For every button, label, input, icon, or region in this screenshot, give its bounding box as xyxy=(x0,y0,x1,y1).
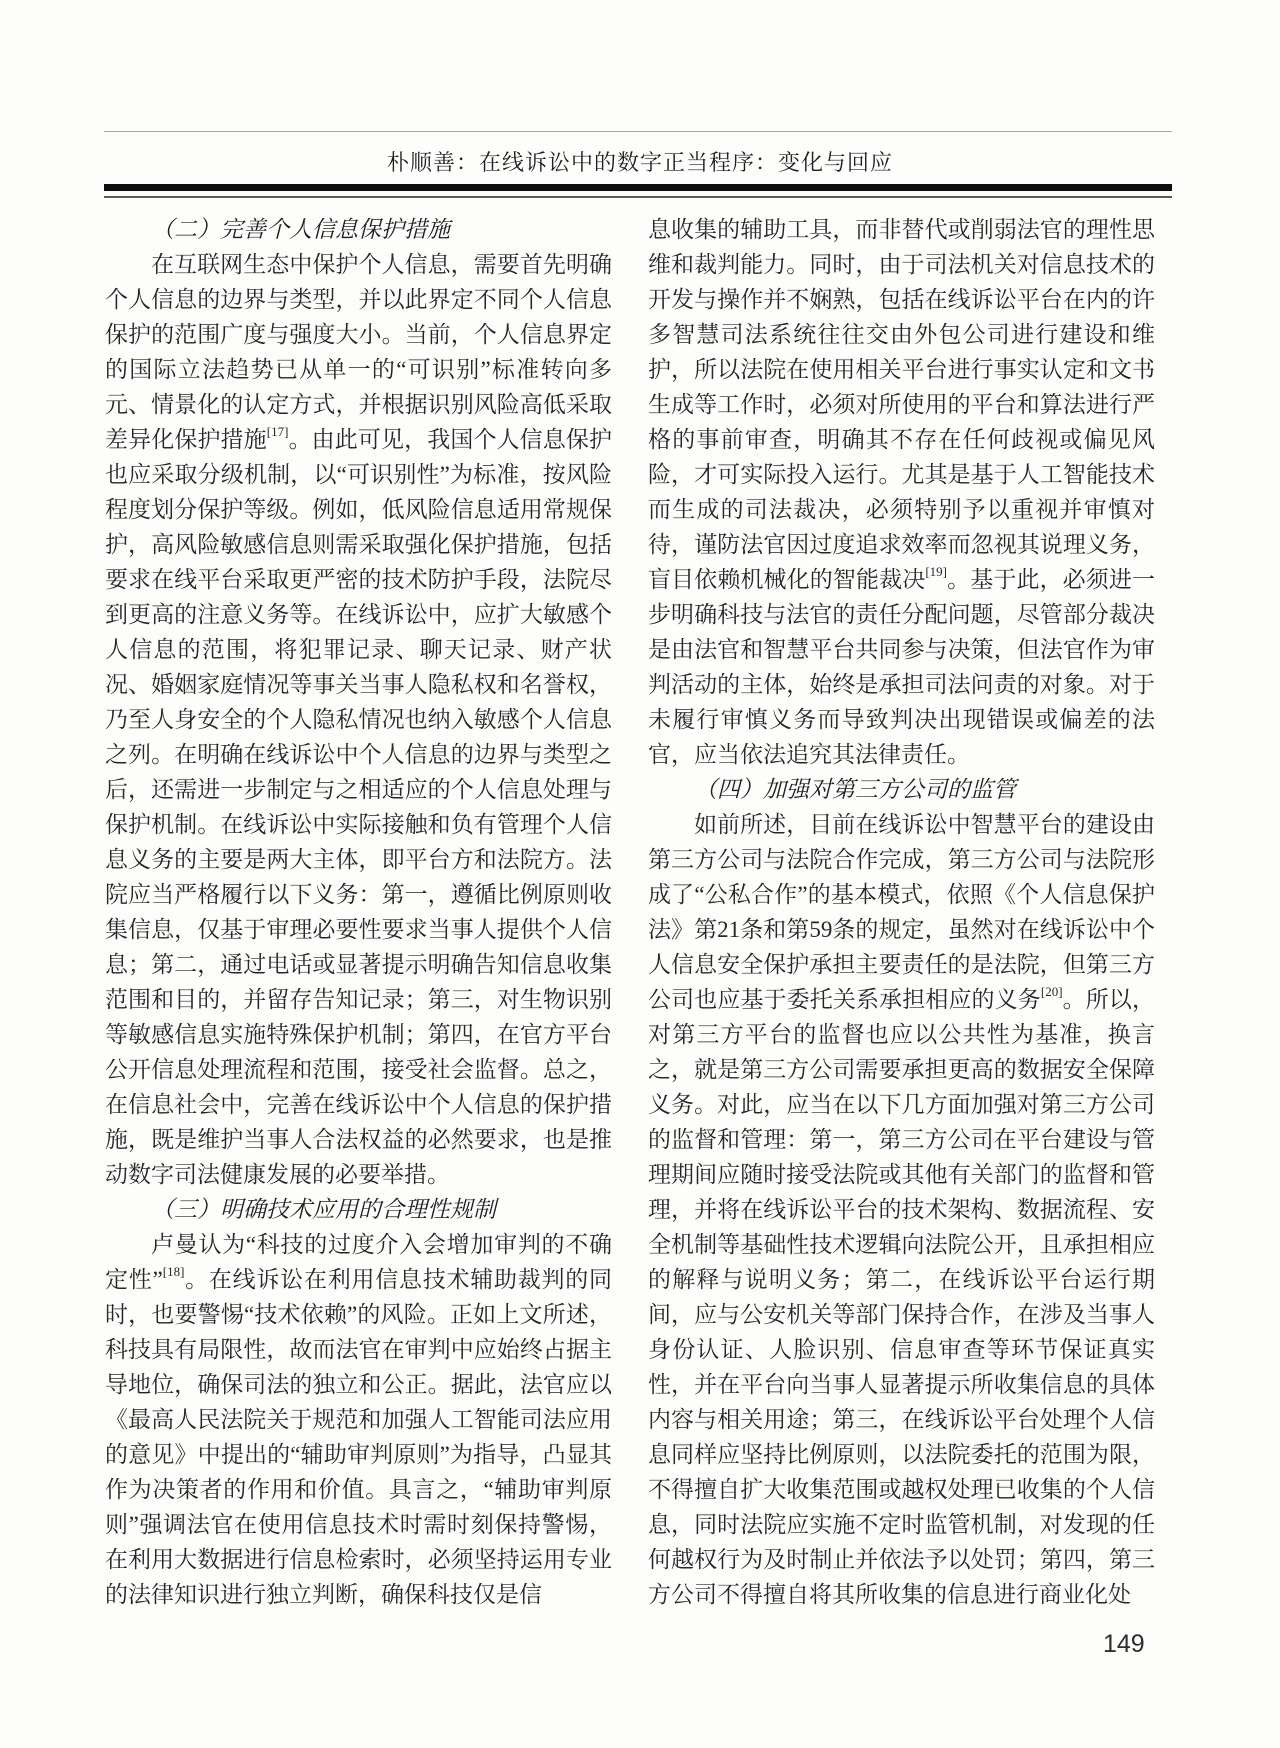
text-columns xyxy=(105,212,1155,1612)
paragraph-third-party-supervision xyxy=(648,807,1155,1612)
column-right xyxy=(648,212,1155,1612)
footnote-ref-20: [20] xyxy=(1040,984,1063,1000)
footnote-ref-18: [18] xyxy=(162,1264,185,1280)
paragraph-text: 。基于此，必须进一步明确科技与法官的责任分配问题，尽管部分裁决是由法官和智慧平台共同参与决策，但法官作为审判活动的主体，始终是承担司法问责的对象。对于未履行审慎义务而导致判决出现错误或偏差的法官，应当依法追究其法律责任。 xyxy=(648,567,1156,767)
running-header-title: 朴顺善：在线诉讼中的数字正当程序：变化与回应 xyxy=(386,150,893,175)
paragraph-text: 。所以，对第三方平台的监督也应以公共性为基准，换言之，就是第三方公司需要承担更高的数据安全保障义务。对此，应当在以下几方面加强对第三方公司的监督和管理：第一，第三方公司在平台建设与管理期间应随时接受法院或其他有关部门的监督和管理，并将在线诉讼平台的技术架构、数据流程、安全机制等基础性技术逻辑向法院公开，且承担相应的解释与说明义务；第二，在线诉讼平台运行期间，应与公安机关等部门保持合作，在涉及当事人身份认证、人脸识别、信息审查等环节保证真实性，并在平台向当事人显著提示所收集信息的具体内容与相关用途；第三，在线诉讼平台处理个人信息同样应坚持比例原则，以法院委托的范围为限，不得擅自扩大收集范围或越权处理已收集的个人信息，同时法院应实施不定时监管机制，对发现的任何越权行为及时制止并依法予以处罚；第四，第三方公司不得擅自将其所收集的信息进行商业化处 xyxy=(648,987,1156,1607)
page-number: 149 xyxy=(1103,1630,1145,1658)
column-left xyxy=(105,212,612,1612)
footnote-ref-19: [19] xyxy=(925,564,948,580)
paragraph-personal-info xyxy=(105,247,612,1192)
paragraph-tech-regulation xyxy=(105,1227,612,1612)
header-rule-thick xyxy=(104,184,1172,191)
paragraph-text: 。由此可见，我国个人信息保护也应采取分级机制，以“可识别性”为标准，按风险程度划分保护等级。例如，低风险信息适用常规保护，高风险敏感信息则需采取强化保护措施，包括要求在线平台采取更严密的技术防护手段，法院尽到更高的注意义务等。在线诉讼中，应扩大敏感个人信息的范围，将犯罪记录、聊天记录、财产状况、婚姻家庭情况等事关当事人隐私权和名誉权，乃至人身安全的个人隐私情况也纳入敏感个人信息之列。在明确在线诉讼中个人信息的边界与类型之后，还需进一步制定与之相适应的个人信息处理与保护机制。在线诉讼中实际接触和负有管理个人信息义务的主要是两大主体，即平台方和法院方。法院应当严格履行以下义务：第一，遵循比例原则收集信息，仅基于审理必要性要求当事人提供个人信息；第二，通过电话或显著提示明确告知信息收集范围和目的，并留存告知记录；第三，对生物识别等敏感信息实施特殊保护机制；第四，在官方平台公开信息处理流程和范围，接受社会监督。总之，在信息社会中，完善在线诉讼中个人信息的保护措施，既是维护当事人合法权益的必然要求，也是推动数字司法健康发展的必要举措。 xyxy=(105,427,613,1187)
paragraph-text: 如前所述，目前在线诉讼中智慧平台的建设由第三方公司与法院合作完成，第三方公司与法院形成了“公私合作”的基本模式，依照《个人信息保护法》第21条和第59条的规定，虽然对在线诉讼中个人信息安全保护承担主要责任的是法院，但第三方公司也应基于委托关系承担相应的义务 xyxy=(648,812,1155,1012)
paragraph-text: 在互联网生态中保护个人信息，需要首先明确个人信息的边界与类型，并以此界定不同个人信息保护的范围广度与强度大小。当前，个人信息界定的国际立法趋势已从单一的“可识别”标准转向多元、情景化的认定方式，并根据识别风险高低采取差异化保护措施 xyxy=(105,252,612,452)
header-rule-thin xyxy=(104,196,1172,198)
section-heading-3: （三）明确技术应用的合理性规制 xyxy=(151,1197,496,1222)
paragraph-text: 卢曼认为“科技的过度介入会增加审判的不确定性” xyxy=(105,1232,612,1292)
paragraph-tech-regulation-continued xyxy=(648,212,1155,772)
section-heading-2: （二）完善个人信息保护措施 xyxy=(151,217,450,242)
paragraph-text: 。在线诉讼在利用信息技术辅助裁判的同时，也要警惕“技术依赖”的风险。正如上文所述，科技具有局限性，故而法官在审判中应始终占据主导地位，确保司法的独立和公正。据此，法官应以《最高人民法院关于规范和加强人工智能司法应用的意见》中提出的“辅助审判原则”为指导，凸显其作为决策者的作用和价值。具言之，“辅助审判原则”强调法官在使用信息技术时需时刻保持警惕，在利用大数据进行信息检索时，必须坚持运用专业的法律知识进行独立判断，确保科技仅是信 xyxy=(105,1267,613,1607)
paragraph-text: 息收集的辅助工具，而非替代或削弱法官的理性思维和裁判能力。同时，由于司法机关对信息技术的开发与操作并不娴熟，包括在线诉讼平台在内的许多智慧司法系统往往交由外包公司进行建设和维护，所以法院在使用相关平台进行事实认定和文书生成等工作时，必须对所使用的平台和算法进行严格的事前审查，明确其不存在任何歧视或偏见风险，才可实际投入运行。尤其是基于人工智能技术而生成的司法裁决，必须特别予以重视并审慎对待，谨防法官因过度追求效率而忽视其说理义务，盲目依赖机械化的智能裁决 xyxy=(648,217,1155,592)
top-rule xyxy=(104,131,1172,132)
footnote-ref-17: [17] xyxy=(266,424,289,440)
section-heading-4: （四）加强对第三方公司的监管 xyxy=(694,777,1016,802)
